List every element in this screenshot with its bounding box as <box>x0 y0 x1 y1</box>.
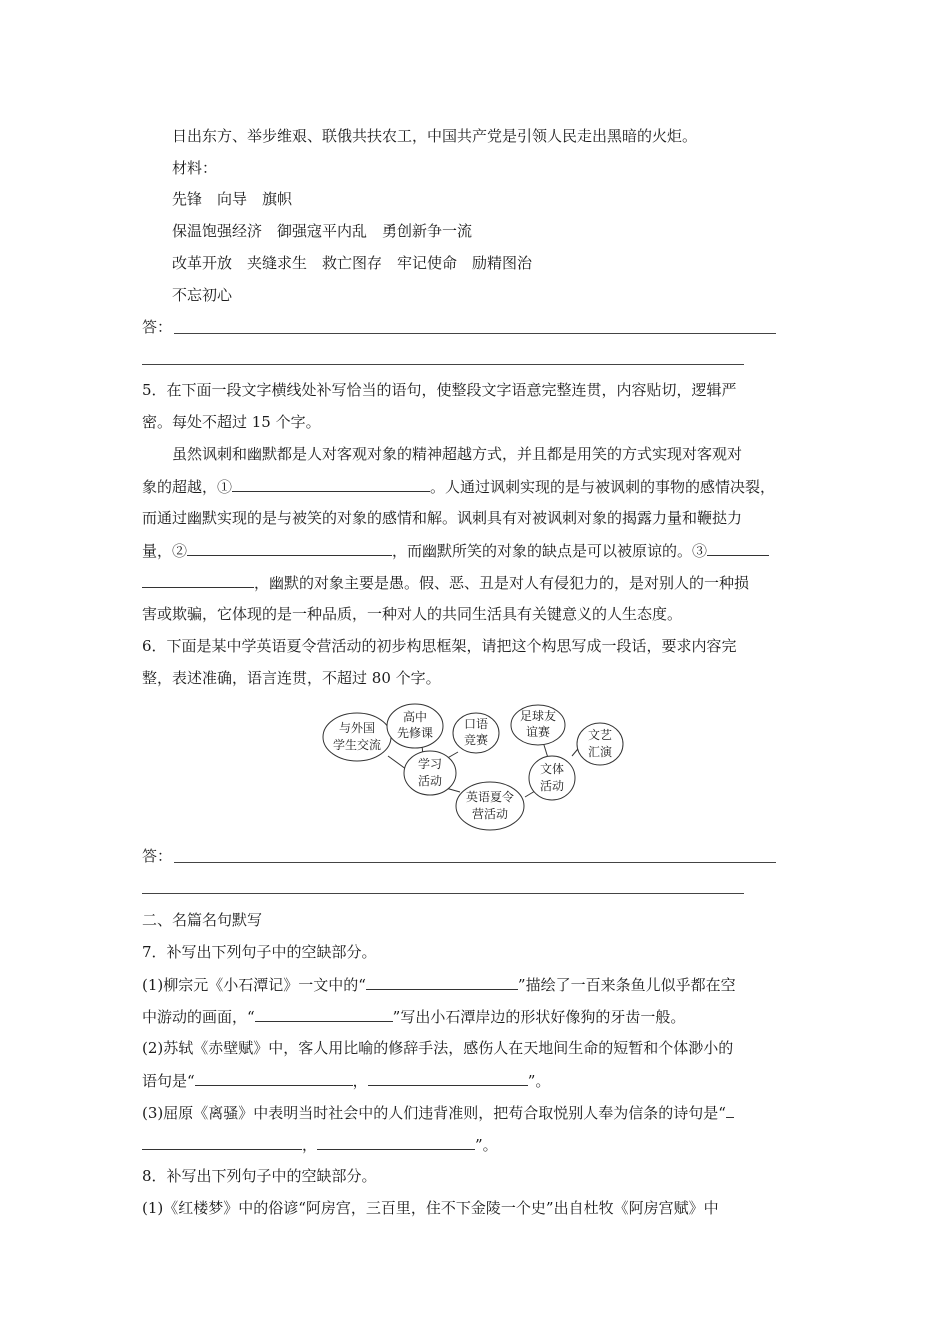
q4-material-row-1: 先锋 向导 旗帜 <box>172 190 293 208</box>
q5-blank-3-continued[interactable] <box>142 572 254 588</box>
q7-prompt: 7．补写出下列句子中的空缺部分。 <box>142 943 377 961</box>
q7-item-1-line-1 <box>142 974 736 995</box>
node-label: 学生交流 <box>332 738 382 752</box>
q5-passage-line-5 <box>142 572 749 593</box>
q7-blank-5-continued[interactable] <box>142 1134 302 1150</box>
node-label: 英语夏令 <box>465 790 515 804</box>
q8-prompt: 8．补写出下列句子中的空缺部分。 <box>142 1167 377 1185</box>
q4-material-row-4: 不忘初心 <box>172 286 233 304</box>
node-label: 先修课 <box>396 726 434 740</box>
node-label: 与外国 <box>338 721 376 735</box>
q8-item-1-line-1: (1)《红楼梦》中的俗谚“阿房宫，三百里，住不下金陵一个史”出自杜牧《阿房宫赋》中 <box>142 1199 719 1217</box>
q7-blank-6[interactable] <box>317 1134 475 1150</box>
q7-text: (1)柳宗元《小石潭记》一文中的“ <box>142 976 366 994</box>
q6-prompt-line-1: 6．下面是某中学英语夏令营活动的初步构思框架，请把这个构思写成一段话，要求内容完 <box>142 637 737 655</box>
q7-blank-5[interactable] <box>726 1102 734 1118</box>
q7-item-3-line-2 <box>142 1134 498 1155</box>
node-label: 学习 <box>417 757 443 771</box>
q4-material-label: 材料： <box>172 159 218 177</box>
q7-text: ”。 <box>475 1136 498 1154</box>
node-label: 文艺 <box>587 728 613 742</box>
q6-answer-label: 答： <box>142 847 173 865</box>
q5-passage-text: 。人通过讽刺实现的是与被讽刺的事物的感情决裂， <box>430 478 776 496</box>
camp-mind-map <box>320 700 650 835</box>
q6-answer-line-2[interactable] <box>142 893 744 894</box>
q7-blank-3[interactable] <box>195 1070 353 1086</box>
q5-passage-text: ，幽默的对象主要是愚。假、恶、丑是对人有侵犯力的，是对别人的一种损 <box>254 574 750 592</box>
section-2-heading: 二、名篇名句默写 <box>142 911 263 929</box>
q7-text: ， <box>352 1072 368 1090</box>
q6-prompt-line-2: 整，表述准确，语言连贯，不超过 80 个字。 <box>142 669 441 687</box>
node-label: 文体 <box>539 762 565 776</box>
q5-passage-text: 量，② <box>142 542 188 560</box>
node-label: 竞赛 <box>463 733 489 747</box>
q7-text: 语句是“ <box>142 1072 195 1090</box>
q7-blank-2[interactable] <box>255 1006 393 1022</box>
q4-answer-label: 答： <box>142 318 173 336</box>
q7-text: ， <box>302 1136 318 1154</box>
node-label: 营活动 <box>471 807 509 821</box>
q7-text: ”。 <box>527 1072 551 1090</box>
node-label: 汇演 <box>587 745 613 759</box>
q5-passage-line-3: 而通过幽默实现的是与被笑的对象的感情和解。讽刺具有对被讽刺对象的揭露力量和鞭挞力 <box>142 509 743 527</box>
q5-passage-line-2 <box>142 476 775 497</box>
q5-passage-line-4 <box>142 540 769 561</box>
q6-answer-line-1[interactable] <box>174 862 776 863</box>
node-label: 口语 <box>463 717 489 731</box>
q5-blank-1[interactable] <box>232 476 430 492</box>
node-label: 活动 <box>417 774 443 788</box>
q5-prompt-line-1: 5．在下面一段文字横线处补写恰当的语句，使整段文字语意完整连贯，内容贴切，逻辑严 <box>142 381 737 399</box>
q4-material-row-3: 改革开放 夹缝求生 救亡图存 牢记使命 励精图治 <box>172 254 533 272</box>
q7-text: (3)屈原《离骚》中表明当时社会中的人们违背准则，把苟合取悦别人奉为信条的诗句是“ <box>142 1104 726 1122</box>
q7-blank-1[interactable] <box>366 974 518 990</box>
q7-item-1-line-2 <box>142 1006 685 1027</box>
q4-material-row-2: 保温饱强经济 御强寇平内乱 勇创新争一流 <box>172 222 473 240</box>
q5-passage-text: ，而幽默所笑的对象的缺点是可以被原谅的。③ <box>392 542 708 560</box>
node-label: 高中 <box>402 710 428 724</box>
q7-text: ”描绘了一百来条鱼儿似乎都在空 <box>517 976 736 994</box>
q5-passage-text: 象的超越，① <box>142 478 233 496</box>
node-label: 活动 <box>539 779 565 793</box>
q7-text: ”写出小石潭岸边的形状好像狗的牙齿一般。 <box>392 1008 686 1026</box>
q7-item-2-line-1: (2)苏轼《赤壁赋》中，客人用比喻的修辞手法，感伤人在天地间生命的短暂和个体渺小的 <box>142 1039 734 1057</box>
q4-answer-line-2[interactable] <box>142 364 744 365</box>
q5-blank-2[interactable] <box>187 540 392 556</box>
q4-example: 日出东方、举步维艰、联俄共扶农工，中国共产党是引领人民走出黑暗的火炬。 <box>172 127 698 145</box>
q4-answer-line-1[interactable] <box>174 333 776 334</box>
q7-item-3-line-1 <box>142 1102 734 1123</box>
node-label: 谊赛 <box>525 725 551 739</box>
q7-blank-4[interactable] <box>368 1070 528 1086</box>
q5-passage-line-1: 虽然讽刺和幽默都是人对客观对象的精神超越方式，并且都是用笑的方式实现对客观对 <box>172 445 743 463</box>
q7-text: 中游动的画面，“ <box>142 1008 255 1026</box>
q5-passage-line-6: 害或欺骗，它体现的是一种品质，一种对人的共同生活具有关键意义的人生态度。 <box>142 605 683 623</box>
node-label: 足球友 <box>519 709 557 723</box>
q5-blank-3[interactable] <box>707 540 769 556</box>
q5-prompt-line-2: 密。每处不超过 15 个字。 <box>142 413 321 431</box>
q7-item-2-line-2 <box>142 1070 550 1091</box>
